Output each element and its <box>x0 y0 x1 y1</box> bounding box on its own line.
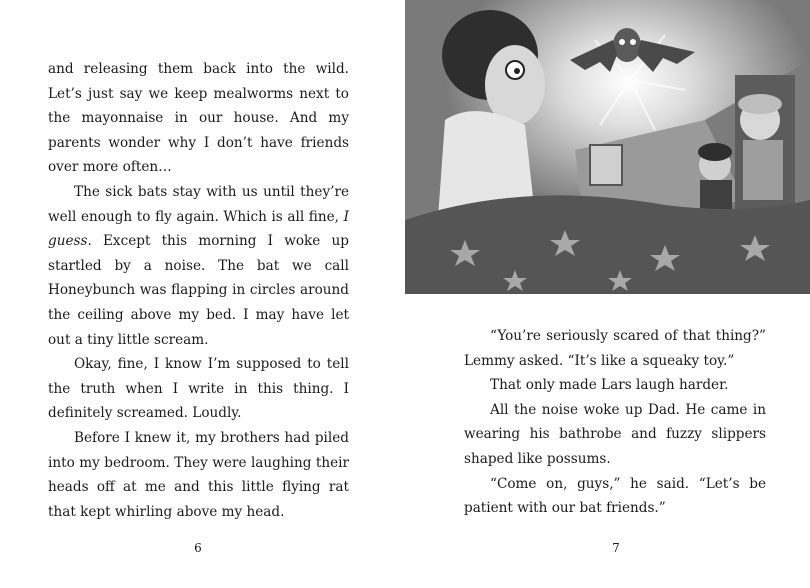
paragraph: “You’re seriously scared of that thing?” Lemmy asked. “It’s like a squeaky toy.” <box>464 328 766 369</box>
paragraph <box>48 180 349 352</box>
paragraph: Before I knew it, my brothers had piled into my bedroom. They were laughing their heads off at me and this little flying rat that kept whirling above my head. <box>48 429 349 520</box>
paragraph-text: . Except this morning I woke up startled by a noise. The bat we call Honeybunch was flapping in circles around the ceiling above my bed. I may have let out a tiny little scream. <box>48 233 349 348</box>
illustration-icon <box>405 0 810 294</box>
page-number: 6 <box>194 541 202 555</box>
paragraph: “Come on, guys,” he said. “Let’s be patient with our bat friends.” <box>464 475 766 517</box>
paragraph: That only made Lars laugh harder. <box>490 377 729 394</box>
emphasis-text: I guess <box>48 208 349 250</box>
paragraph-text: The sick bats stay with us until they’re well enough to fly again. Which is all fine, <box>48 183 349 225</box>
right-page <box>405 0 810 588</box>
paragraph: and releasing them back into the wild. Let’s just say we keep mealworms next to the mayonnaise in our house. And my parents wonder why I don’t have friends over more often… <box>48 61 349 176</box>
paragraph: Okay, fine, I know I’m supposed to tell the truth when I write in this thing. I definitely screamed. Loudly. <box>48 356 349 422</box>
bedroom-bat-illustration <box>405 0 810 294</box>
left-page-text <box>48 57 349 524</box>
paragraph: All the noise woke up Dad. He came in wearing his bathrobe and fuzzy slippers shaped like possums. <box>464 401 766 467</box>
page-number: 7 <box>612 541 620 555</box>
right-page-text <box>464 324 766 521</box>
